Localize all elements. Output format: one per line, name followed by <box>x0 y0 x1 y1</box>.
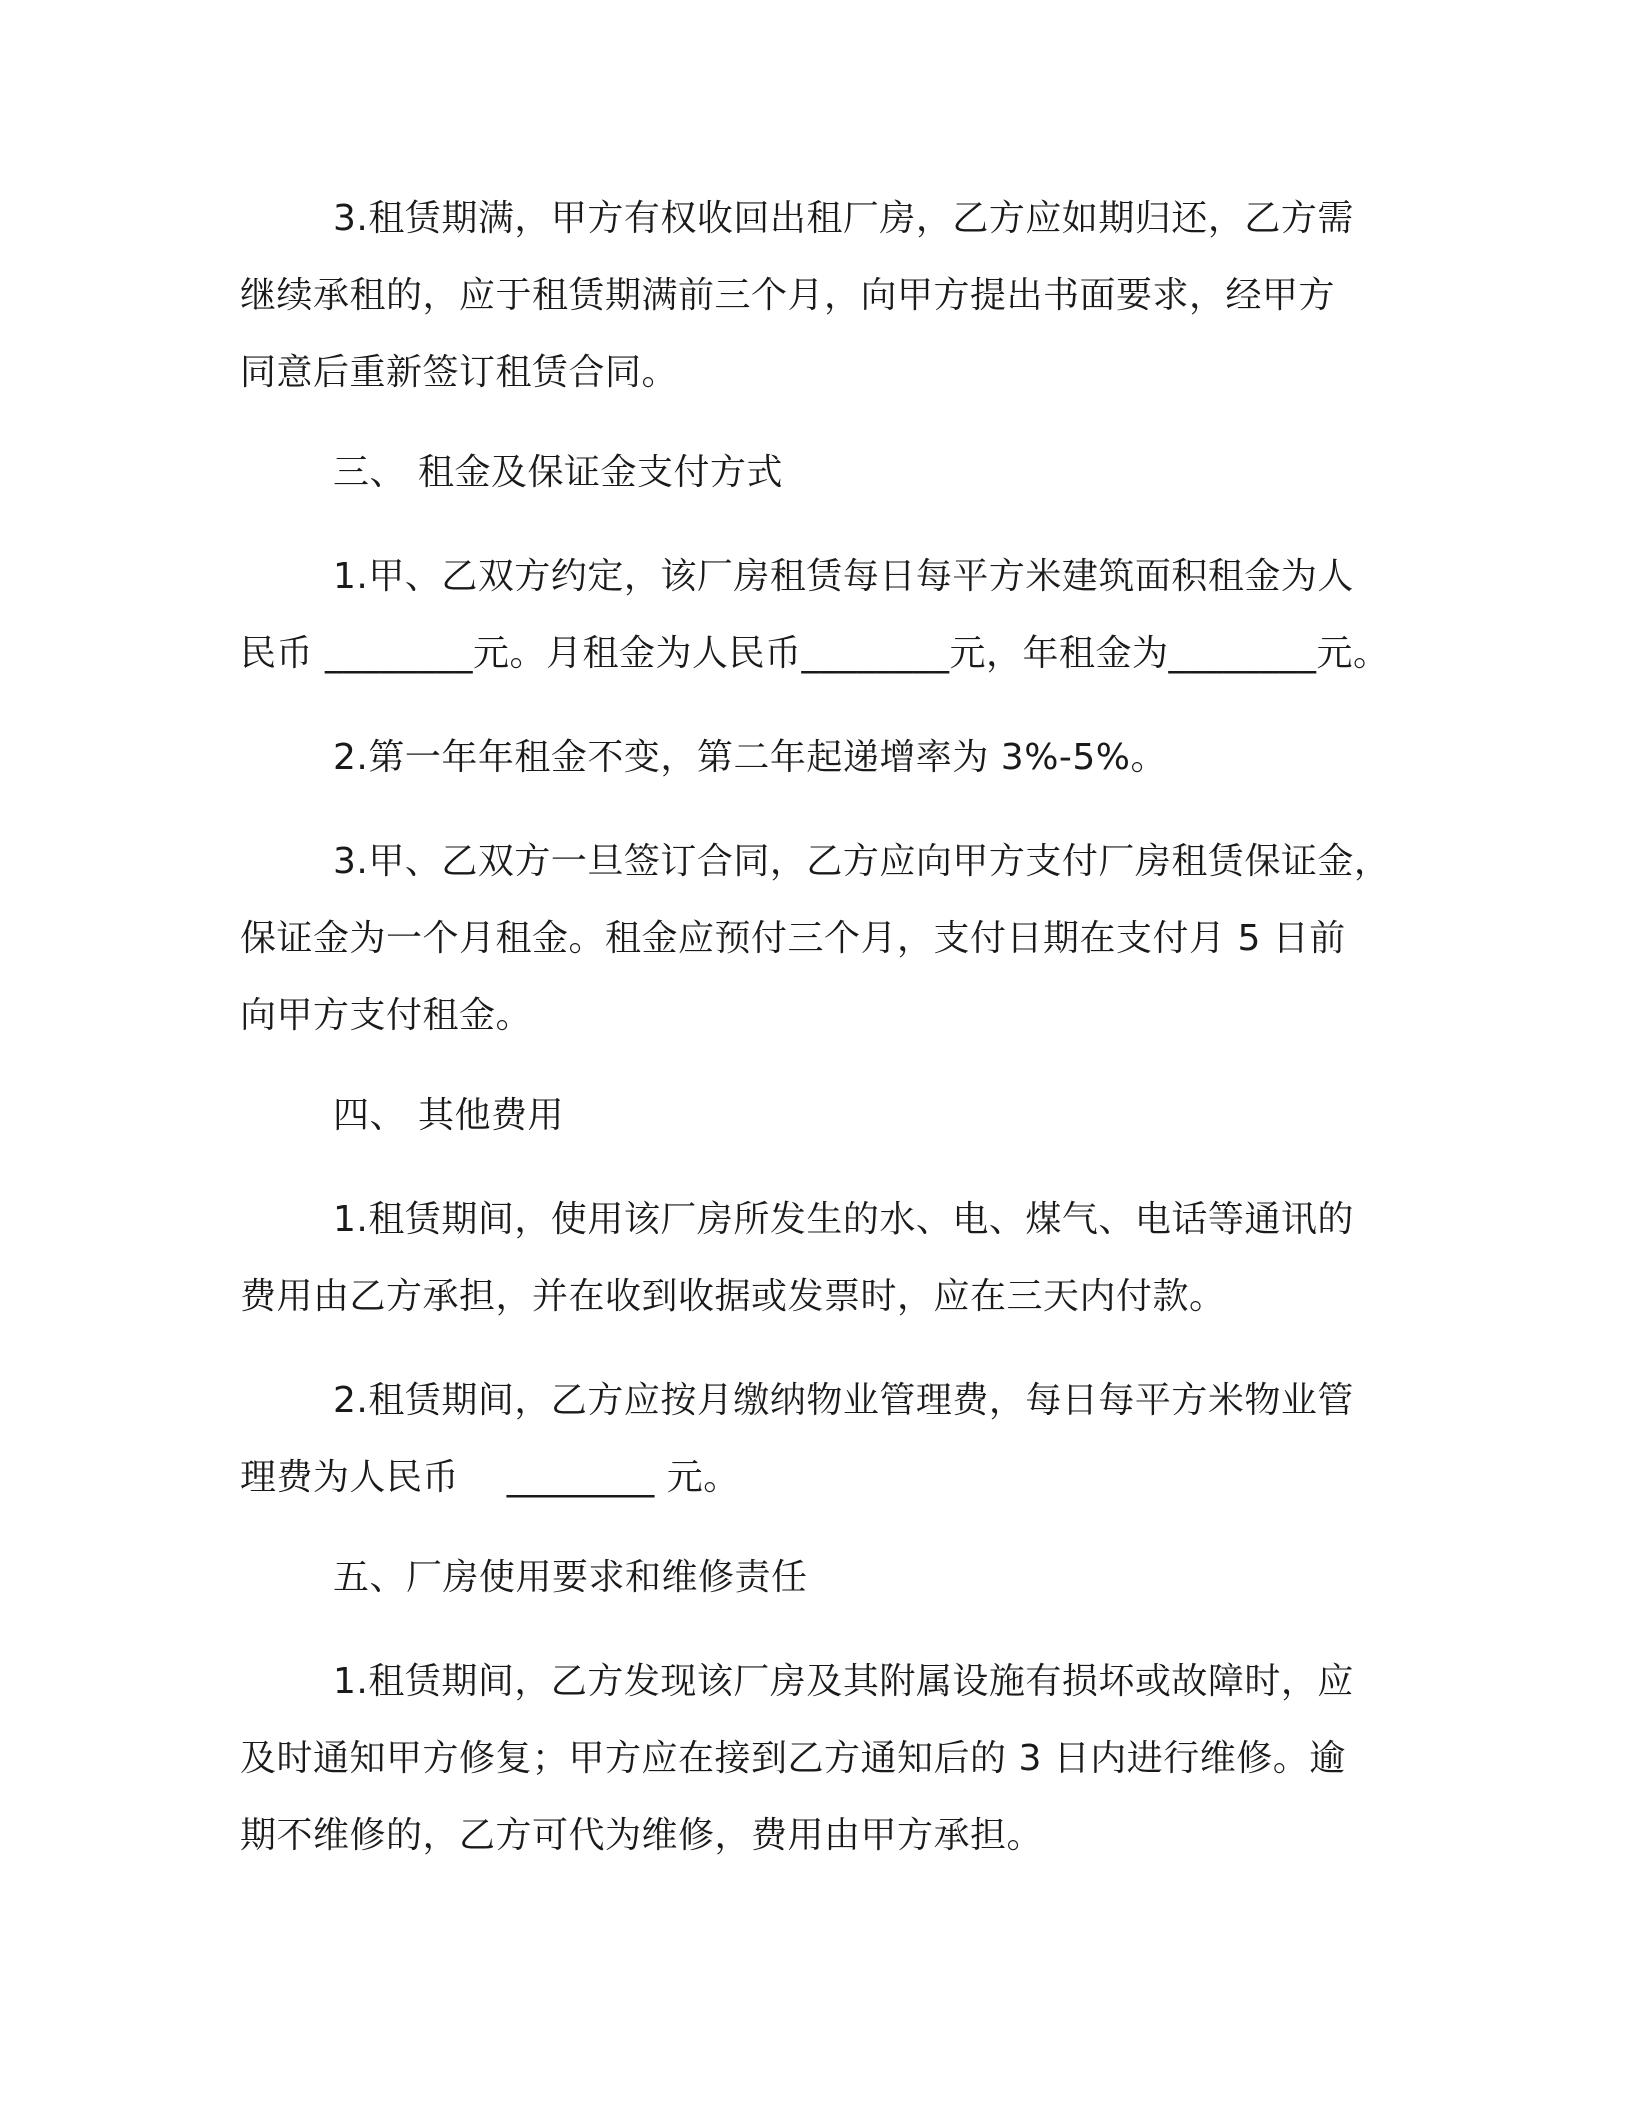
paragraph-line: 1.租赁期间，乙方发现该厂房及其附属设施有损坏或故障时，应 <box>333 1661 1354 1702</box>
paragraph-line: 同意后重新签订租赁合同。 <box>240 352 679 393</box>
paragraph-line: 理费为人民币 ________ 元。 <box>240 1457 740 1498</box>
paragraph-line: 继续承租的，应于租赁期满前三个月，向甲方提出书面要求，经甲方 <box>240 275 1336 316</box>
paragraph-line: 3.租赁期满，甲方有权收回出租厂房，乙方应如期归还，乙方需 <box>333 198 1354 239</box>
paragraph-line: 费用由乙方承担，并在收到收据或发票时，应在三天内付款。 <box>240 1276 1226 1317</box>
paragraph-line: 向甲方支付租金。 <box>240 995 533 1036</box>
paragraph-line: 保证金为一个月租金。租金应预付三个月，支付日期在支付月 5 日前 <box>240 918 1346 959</box>
section-heading-4: 四、 其他费用 <box>333 1095 564 1136</box>
paragraph-line: 期不维修的，乙方可代为维修，费用由甲方承担。 <box>240 1815 1044 1856</box>
paragraph-line: 及时通知甲方修复；甲方应在接到乙方通知后的 3 日内进行维修。逾 <box>240 1738 1346 1779</box>
paragraph-line: 1.租赁期间，使用该厂房所发生的水、电、煤气、电话等通讯的 <box>333 1199 1354 1240</box>
paragraph-line: 3.甲、乙双方一旦签订合同，乙方应向甲方支付厂房租赁保证金， <box>333 841 1391 882</box>
paragraph-line: 2.第一年年租金不变，第二年起递增率为 3%-5%。 <box>333 737 1168 778</box>
paragraph-line: 民币 ________元。月租金为人民币________元，年租金为________元。 <box>240 633 1390 674</box>
paragraph-line: 1.甲、乙双方约定，该厂房租赁每日每平方米建筑面积租金为人 <box>333 556 1354 597</box>
section-heading-3: 三、 租金及保证金支付方式 <box>333 452 783 493</box>
paragraph-line: 2.租赁期间，乙方应按月缴纳物业管理费，每日每平方米物业管 <box>333 1380 1354 1421</box>
section-heading-5: 五、厂房使用要求和维修责任 <box>333 1557 808 1598</box>
